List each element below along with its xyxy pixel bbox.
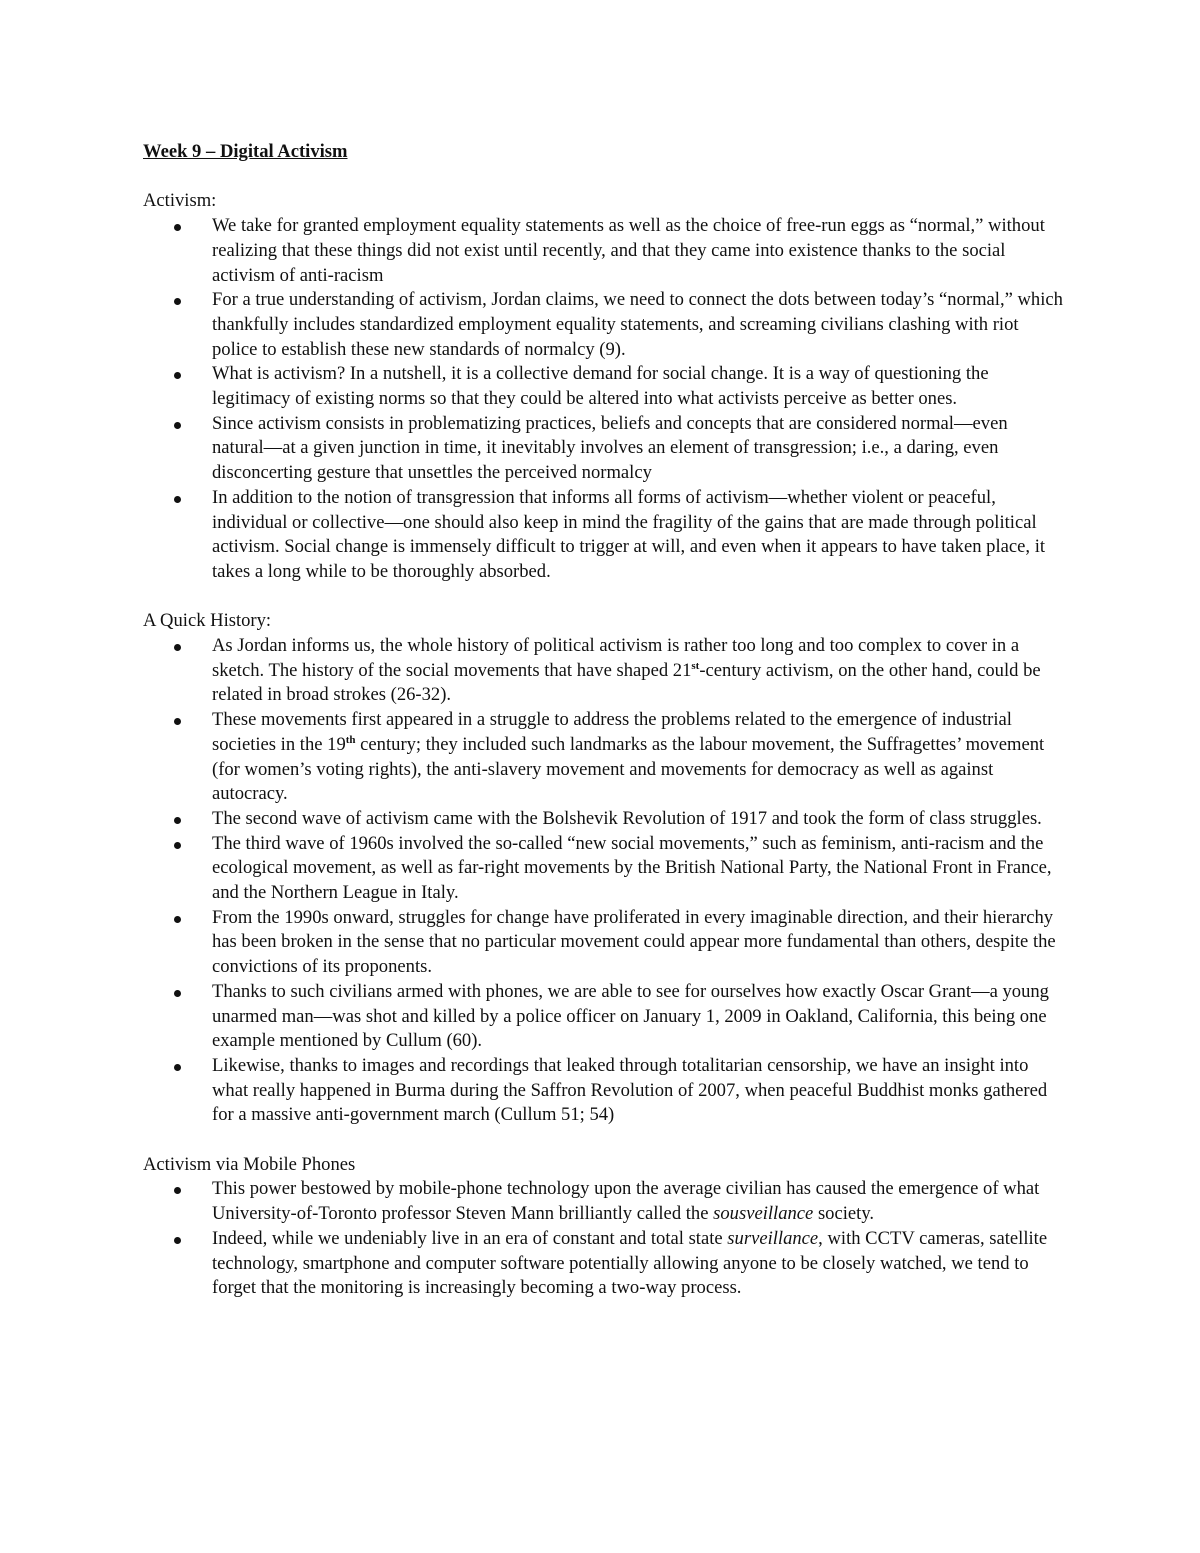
list-item [143,807,1063,832]
bullet-icon [174,496,181,503]
bullet-list [143,634,1063,1128]
list-item-text: Thanks to such civilians armed with phones, we are able to see for ourselves how exactly Oscar Grant—a young unarmed man—was shot and killed by a police officer on January 1, 2009 in Oakland, California, this being one example mentioned by Cullum (60). [212,980,1049,1052]
bullet-icon [174,718,181,725]
bullet-list [143,1177,1063,1301]
emphasized-term: sousveillance [713,1203,814,1225]
list-item-text: We take for granted employment equality statements as well as the choice of free-run eggs as “normal,” without realizing that these things did not exist until recently, and that they came into existence thanks to the social activism of anti-racism [212,215,1045,286]
list-item-text: Likewise, thanks to images and recordings that leaked through totalitarian censorship, we have an insight into what really happened in Burma during the Saffron Revolution of 2007, when peaceful Buddhist monks gathered for a massive anti-government march (Cullum 51; 54) [212,1054,1048,1126]
list-item-text-start: Indeed, while we undeniably live in an era of constant and total state [212,1227,728,1249]
list-item [143,1177,1063,1226]
ordinal-suffix: th [345,733,356,746]
bullet-icon [174,224,181,231]
list-item-text-start: As Jordan informs us, the whole history of political activism is rather too long and too complex to cover in a sketch. The history of the social movements that have shaped 21 [212,635,1020,681]
list-item-text: The third wave of 1960s involved the so-called “new social movements,” such as feminism, anti-racism and the ecological movement, as well as far-right movements by the British National Party, the National Front in France, and the Northern League in Italy. [212,832,1052,904]
list-item [143,1227,1063,1301]
list-item [143,906,1063,980]
list-item-text-start: This power bestowed by mobile-phone technology upon the average civilian has caused the emergence of what University-of-Toronto professor Steven Mann brilliantly called the [212,1178,1040,1225]
section-mobile-phones [143,1153,1063,1301]
list-item [143,1054,1063,1128]
list-item-text-end: -century activism, on the other hand, could be related in broad strokes (26-32). [212,659,1041,706]
bullet-icon [174,817,181,824]
bullet-list [143,214,1063,585]
list-item [143,214,1063,288]
bullet-icon [174,1187,181,1194]
list-item-text: What is activism? In a nutshell, it is a collective demand for social change. It is a way of questioning the legitimacy of existing norms so that they could be altered into what activists perceive as better ones. [212,363,989,410]
list-item-text: Since activism consists in problematizing practices, beliefs and concepts that are considered normal—even natural—at a given junction in time, it inevitably involves an element of transgression; i.e., a daring, even disconcerting gesture that unsettles the perceived normalcy [212,412,1008,484]
list-item [143,980,1063,1054]
list-item [143,634,1063,708]
list-item-text: For a true understanding of activism, Jordan claims, we need to connect the dots between today’s “normal,” which thankfully includes standardized employment equality statements, and screaming civilians clashing with riot police to establish these new standards of normalcy (9). [212,289,1063,360]
section-heading: A Quick History: [143,610,272,632]
list-item [143,362,1063,411]
list-item-text: From the 1990s onward, struggles for change have proliferated in every imaginable direction, and their hierarchy has been broken in the sense that no particular movement could appear more fundamental than others, despite the convictions of its proponents. [212,906,1056,978]
list-item [143,832,1063,906]
list-item [143,412,1063,486]
section-activism [143,189,1063,584]
bullet-icon [174,842,181,849]
bullet-icon [174,644,181,651]
bullet-icon [174,916,181,923]
bullet-icon [174,1237,181,1244]
list-item-text: The second wave of activism came with the Bolshevik Revolution of 1917 and took the form of class struggles. [212,807,1042,829]
bullet-icon [174,372,181,379]
bullet-icon [174,990,181,997]
list-item-text-start: These movements first appeared in a struggle to address the problems related to the emergence of industrial societies in the 19 [212,709,1012,755]
ordinal-suffix: st [691,659,700,672]
bullet-icon [174,1064,181,1071]
section-heading: Activism: [143,190,217,212]
document-page [143,140,1063,1326]
list-item [143,708,1063,807]
list-item-text: In addition to the notion of transgression that informs all forms of activism—whether violent or peaceful, individual or collective—one should also keep in mind the fragility of the gains that are made through political activism. Social change is immensely difficult to trigger at will, and even when it appears to have taken place, it takes a long while to be thoroughly absorbed. [212,486,1046,582]
section-quick-history [143,609,1063,1128]
list-item [143,486,1063,585]
bullet-icon [174,298,181,305]
section-heading: Activism via Mobile Phones [143,1153,356,1175]
document-title: Week 9 – Digital Activism [143,141,348,162]
list-item [143,288,1063,362]
emphasized-term: surveillance [727,1227,819,1249]
bullet-icon [174,422,181,429]
list-item-text-end: century; they included such landmarks as the labour movement, the Suffragettes’ movement (for women’s voting rights), the anti-slavery movement and movements for democracy as well as against autocracy. [212,733,1045,805]
list-item-text-end: , with CCTV cameras, satellite technology, smartphone and computer software potentially allowing anyone to be closely watched, we tend to forget that the monitoring is increasingly becoming a two-way process. [212,1227,1048,1299]
list-item-text-end: society. [813,1203,875,1225]
